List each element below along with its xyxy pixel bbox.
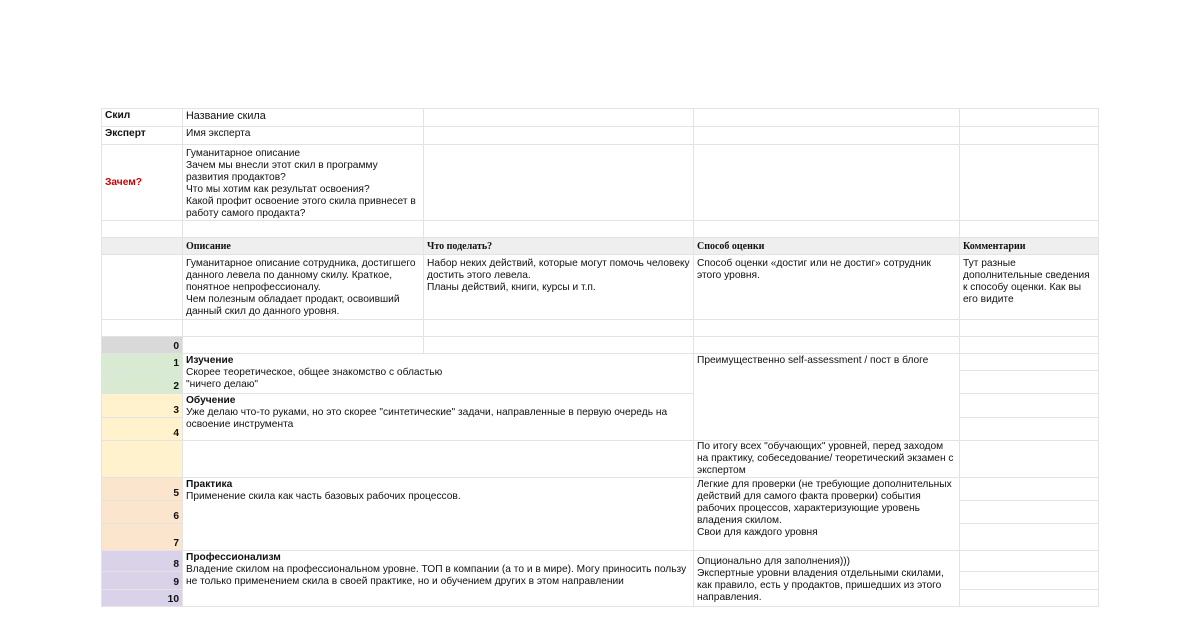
spreadsheet-grid [101,108,1099,607]
why-text[interactable]: Гуманитарное описание Зачем мы внесли этот скил в программу развития продактов? Что мы хотим как результат освоения? Какой профит освоение этого скила привнесет в работу самого продакта? [183,145,424,221]
legend-evaluation[interactable]: Способ оценки «достиг или не достиг» сотрудник этого уровня. [694,255,960,320]
group-training-text: Уже делаю что-то руками, но это скорее "синтетические" задачи, направленные в первую очередь на освоение инструмента [186,407,668,430]
level-number[interactable]: 6 [102,501,183,524]
empty-cell[interactable] [960,145,1099,221]
group-study-evaluation[interactable]: Преимущественно self-assessment / пост в блоге [694,354,960,441]
empty-cell[interactable] [960,441,1099,478]
group-study-text: Скорее теоретическое, общее знакомство с областью "ничего делаю" [186,367,443,390]
group-practice-evaluation[interactable]: Легкие для проверки (не требующие дополнительных действий для самого факта проверки) события рабочих процессов, характеризующие уровень владения скилом. Свои для каждого уровня [694,478,960,551]
empty-cell[interactable] [183,221,424,238]
empty-cell[interactable] [960,127,1099,145]
empty-cell[interactable] [960,501,1099,524]
legend-what-to-do[interactable]: Набор неких действий, которые могут помочь человеку достить этого левела. Планы действий, книги, курсы и т.п. [424,255,694,320]
empty-cell[interactable] [424,221,694,238]
level-number[interactable]: 3 [102,394,183,418]
group-professional-text: Владение скилом на профессиональном уровне. ТОП в компании (а то и в мире). Могу приносить пользу не только применением скила в своей практике, но и обучением других в этом направлении [186,564,687,587]
group-practice-title: Практика [186,479,233,490]
level-number[interactable]: 0 [102,337,183,354]
empty-cell[interactable] [424,145,694,221]
empty-cell[interactable] [424,109,694,127]
empty-cell[interactable] [960,551,1099,572]
empty-cell[interactable] [960,418,1099,441]
empty-cell[interactable] [424,337,694,354]
level-number[interactable]: 2 [102,371,183,394]
skill-label[interactable]: Скил [102,109,183,127]
level-number[interactable]: 4 [102,418,183,441]
level-cell-fill[interactable] [102,441,183,478]
group-study-title: Изучение [186,355,234,366]
header-what-to-do[interactable]: Что поделать? [424,238,694,255]
empty-cell[interactable] [183,441,694,478]
empty-cell[interactable] [183,337,424,354]
why-label[interactable]: Зачем? [102,145,183,221]
expert-label[interactable]: Эксперт [102,127,183,145]
empty-cell[interactable] [960,394,1099,418]
level-number[interactable]: 1 [102,354,183,371]
empty-cell[interactable] [694,320,960,337]
empty-cell[interactable] [960,320,1099,337]
level-number[interactable]: 8 [102,551,183,572]
empty-cell[interactable] [424,127,694,145]
group-professional-title: Профессионализм [186,552,281,563]
empty-cell[interactable] [694,109,960,127]
header-description[interactable]: Описание [183,238,424,255]
header-empty[interactable] [102,238,183,255]
legend-comments[interactable]: Тут разные дополнительные сведения к способу оценки. Как вы его видите [960,255,1099,320]
group-practice-text: Применение скила как часть базовых рабочих процессов. [186,491,461,502]
empty-cell[interactable] [102,221,183,238]
empty-cell[interactable] [102,320,183,337]
empty-cell[interactable] [960,478,1099,501]
empty-cell[interactable] [694,221,960,238]
level-number[interactable]: 9 [102,572,183,590]
empty-cell[interactable] [424,320,694,337]
empty-cell[interactable] [960,590,1099,607]
group-study-cell[interactable] [183,354,694,394]
empty-cell[interactable] [694,337,960,354]
empty-cell[interactable] [960,524,1099,551]
level-number[interactable]: 5 [102,478,183,501]
group-practice-cell[interactable] [183,478,694,551]
header-comments[interactable]: Комментарии [960,238,1099,255]
empty-cell[interactable] [960,572,1099,590]
group-training-evaluation[interactable]: По итогу всех "обучающих" уровней, перед заходом на практику, собеседование/ теоретический экзамен с экспертом [694,441,960,478]
empty-cell[interactable] [960,354,1099,371]
empty-cell[interactable] [960,371,1099,394]
group-professional-cell[interactable] [183,551,694,607]
empty-cell[interactable] [694,145,960,221]
empty-cell[interactable] [960,337,1099,354]
group-professional-evaluation[interactable]: Опционально для заполнения))) Экспертные уровни владения отдельными скилами, как правило, есть у продактов, пришедших из этого направления. [694,551,960,607]
group-training-title: Обучение [186,395,236,406]
empty-cell[interactable] [102,255,183,320]
level-number[interactable]: 7 [102,524,183,551]
empty-cell[interactable] [183,320,424,337]
level-number[interactable]: 10 [102,590,183,607]
legend-description[interactable]: Гуманитарное описание сотрудника, достигшего данного левела по данному скилу. Краткое, понятное непрофессионалу. Чем полезным обладает продакт, освоивший данный скил до данного уровня. [183,255,424,320]
header-evaluation[interactable]: Способ оценки [694,238,960,255]
expert-value[interactable]: Имя эксперта [183,127,424,145]
empty-cell[interactable] [694,127,960,145]
empty-cell[interactable] [960,221,1099,238]
empty-cell[interactable] [960,109,1099,127]
group-training-cell[interactable] [183,394,694,441]
skill-value[interactable]: Название скила [183,109,424,127]
